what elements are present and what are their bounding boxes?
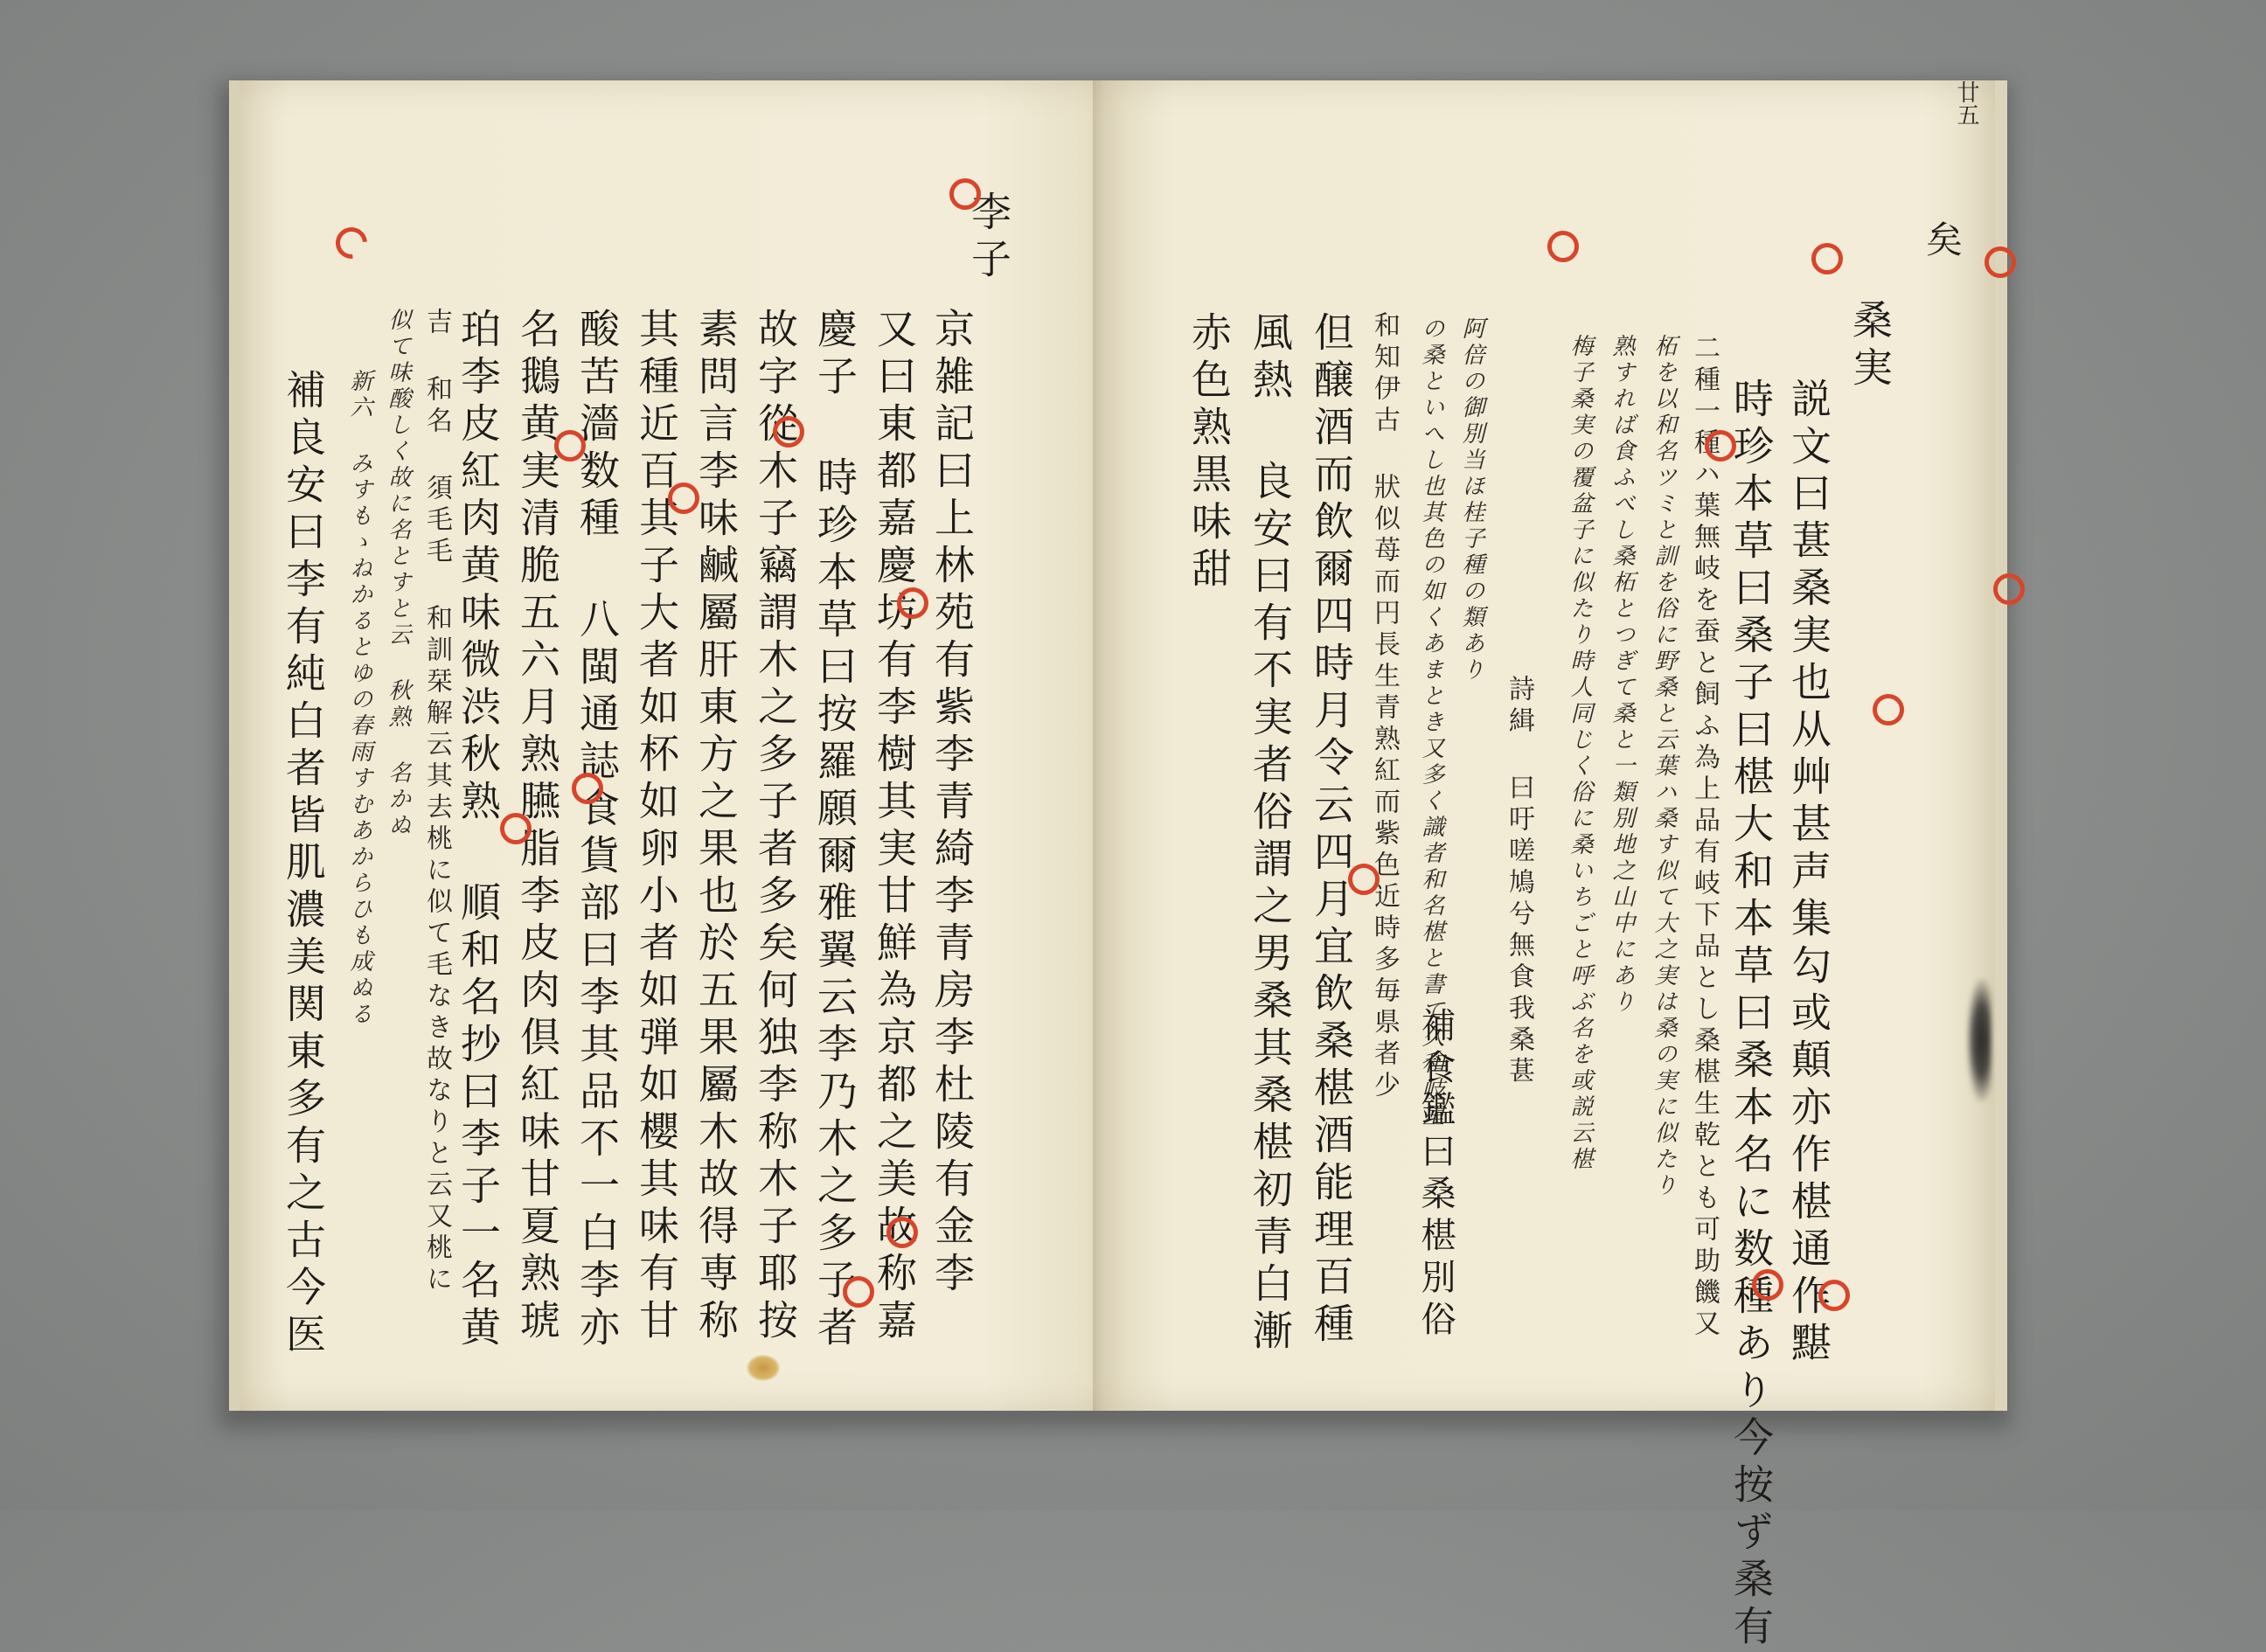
right-col-6: 熟すれば食ふべし桑柘とつぎて桑と一類別地之山中にあり xyxy=(1609,334,1635,1016)
red-circle-mark xyxy=(1873,694,1904,725)
right-col-5: 柘を以和名ツミと訓を俗に野桑と云葉ハ桑す似て大之実は桑の実に似たり xyxy=(1651,334,1677,1199)
right-col-3: 時珍本草曰桑子曰椹大和本草曰桑本名に数種あり今按ず桑有 xyxy=(1727,378,1775,1652)
red-circle-mark xyxy=(572,773,603,804)
left-col-6: 素問言李味鹹屬肝東方之果也於五果屬木故得専称 xyxy=(692,308,740,1346)
red-circle-mark xyxy=(1348,864,1380,895)
right-col-11: 和知伊古 狀似苺而円長生青熟紅而紫色近時多毎県者少 xyxy=(1369,311,1400,1102)
right-col-8: 詩緝 曰吁嗟鳩兮無食我桑葚 xyxy=(1504,675,1534,1088)
left-col-3: 又曰東都嘉慶坊有李樹其実甘鮮為京都之美故称嘉 xyxy=(871,308,918,1346)
red-circle-mark xyxy=(843,1276,874,1308)
red-circle-mark xyxy=(1811,243,1843,274)
right-col-9: 阿倍の御別当ほ桂子種の類あり xyxy=(1458,316,1484,684)
right-col-7: 梅子桑実の覆盆子に似たり時人同じく俗に桑いちごと呼ぶ名を或説云椹 xyxy=(1567,334,1593,1173)
red-circle-mark xyxy=(886,1217,918,1248)
red-circle-mark xyxy=(1752,1269,1783,1301)
red-circle-mark xyxy=(1547,231,1579,262)
left-col-10: 珀李皮紅肉黄味微渋秋熟 順和名抄曰李子一名黄 xyxy=(455,308,502,1353)
left-col-5: 故字從木子竊謂木之多子者多矣何独李称木子耶按 xyxy=(752,308,799,1346)
left-col-14: 補良安曰李有純白者皆肌濃美関東多有之古今医 xyxy=(280,369,327,1360)
page-number: 廿五 xyxy=(1953,80,1979,126)
left-col-11: 吉 和名 須毛毛 和訓栞解云其去桃に似て毛なき故なりと云又桃に xyxy=(421,308,452,1296)
right-col-15: 赤色熟黒味甜 xyxy=(1185,311,1233,594)
page-stain xyxy=(747,1355,780,1381)
right-col-12: 補食鑑曰桑椹別俗 xyxy=(1415,1007,1456,1343)
right-col-2: 説文曰葚桑実也从艸甚声集勾或顛亦作椹通作黮 xyxy=(1785,378,1832,1369)
right-page xyxy=(1103,80,2007,1652)
right-heading-char: 矣 xyxy=(1921,220,1964,264)
edge-stain xyxy=(1967,979,1991,1101)
left-col-7: 其種近百其子大者如杯如卵小者如弾如櫻其味有甘 xyxy=(633,308,680,1346)
left-col-4: 慶子 時珍本草曰按羅願爾雅翼云李乃木之多子者 xyxy=(811,308,858,1353)
red-circle-mark xyxy=(1705,430,1736,462)
red-circle-mark xyxy=(1818,1280,1850,1311)
red-circle-mark xyxy=(668,482,699,514)
left-col-9: 名鵝黄実清脆五六月熟臙脂李皮肉倶紅味甘夏熟琥 xyxy=(514,308,561,1346)
left-page xyxy=(229,80,1114,1411)
left-col-2: 京雑記曰上林苑有紫李青綺李青房李杜陵有金李 xyxy=(928,308,976,1299)
red-circle-mark xyxy=(330,221,374,266)
red-circle-mark xyxy=(949,178,981,210)
right-col-14: 風熱 良安曰有不実者俗謂之男桑其桑椹初青白漸 xyxy=(1247,311,1294,1357)
left-col-13: 新六 みすもゝねかるとゆの春雨すむあからひも成ぬる xyxy=(346,369,372,1028)
red-circle-mark xyxy=(500,813,532,844)
red-circle-mark xyxy=(773,416,804,448)
red-circle-mark xyxy=(1984,246,2016,278)
left-col-12: 似て味酸しく故に名とすと云 秋熟 名かぬ xyxy=(385,308,411,839)
right-col-13: 但醸酒而飲爾四時月令云四月宜飲桑椹酒能理百種 xyxy=(1308,311,1355,1350)
red-circle-mark xyxy=(554,430,586,462)
right-col-1: 桑実 xyxy=(1846,299,1894,393)
right-col-4: 二種一種ハ葉無岐を蚕と飼ふ為上品有岐下品とし桑椹生乾とも可助饑又 xyxy=(1689,334,1720,1341)
right-col-10: の桑といへし也其色の如くあまとき又多く識者和名椹と書て久和岐里 xyxy=(1418,316,1444,1129)
red-circle-mark xyxy=(1993,573,2025,605)
red-circle-mark xyxy=(897,587,928,619)
left-col-1: 李子 xyxy=(965,191,1012,285)
left-col-8: 酸苦濇数種 八閩通誌食貨部曰李其品不一白李亦 xyxy=(573,308,621,1353)
